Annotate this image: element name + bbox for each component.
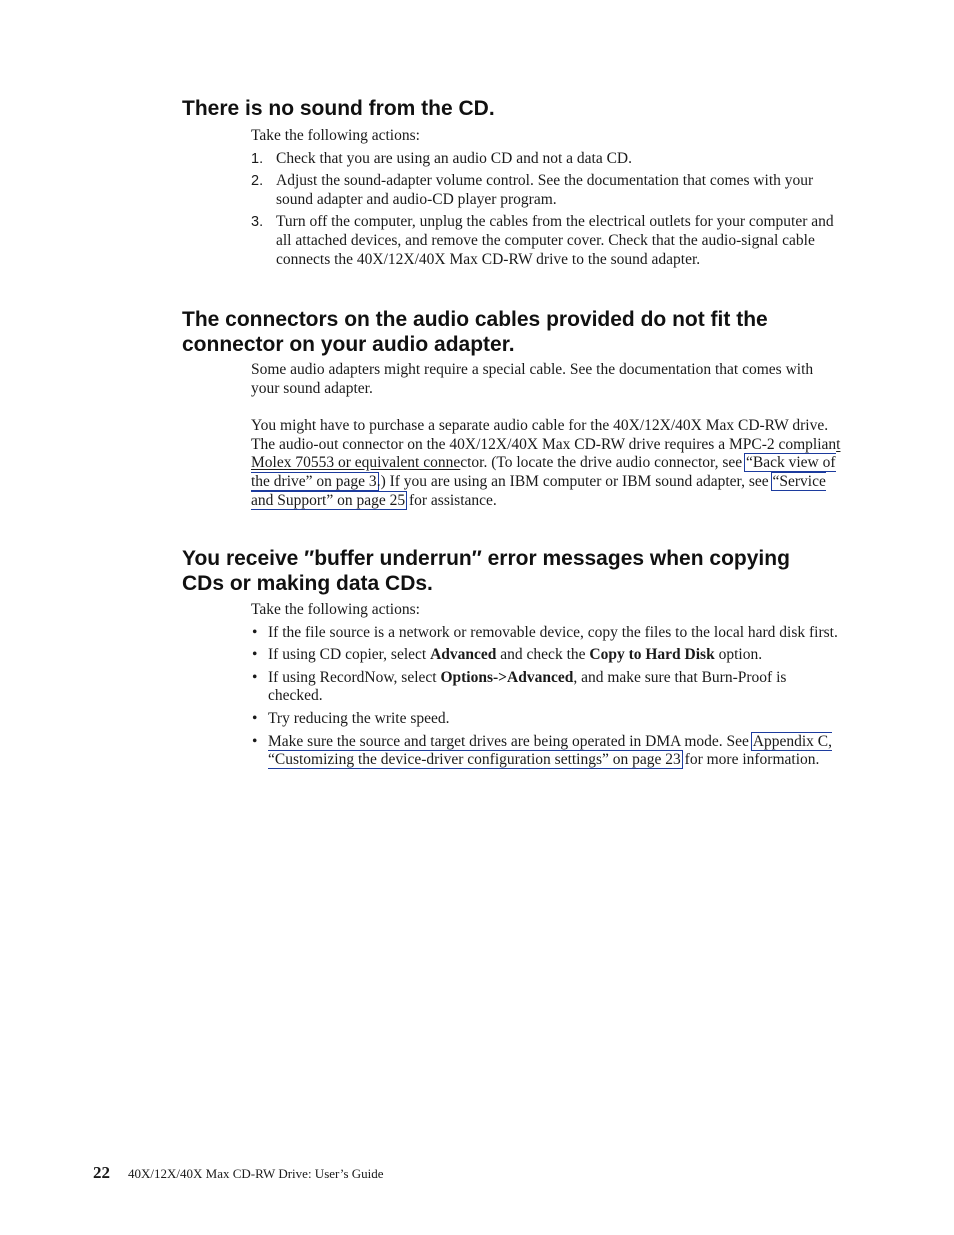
text-run: If using CD copier, select (268, 646, 431, 664)
bullet-icon: • (252, 646, 258, 664)
text-run: and check the (496, 646, 590, 664)
list-item (251, 624, 841, 643)
link-appendix-c[interactable]: Appendix C, “Customizing the device-driver configuration settings” on page 23 (268, 732, 833, 769)
page-number: 22 (93, 1163, 110, 1182)
text-run: for more information. (680, 751, 820, 769)
footer-title: 40X/12X/40X Max CD-RW Drive: User’s Guide (128, 1166, 384, 1181)
text-run: You might have to purchase a separate audio cable for the 40X/12X/40X Max CD-RW drive. The audio-out connector on the 40X/12X/40X Max CD-RW drive requires a MPC-2 complian (251, 417, 837, 453)
heading-line: You receive ″buffer underrun″ error messages when copying (182, 547, 790, 570)
text-run: Make sure the source and target drives are being operated in DMA mode. See (268, 732, 753, 750)
heading-line: The connectors on the audio cables provided do not fit the (182, 308, 768, 331)
bullet-list (251, 624, 841, 770)
link-back-view-of-drive[interactable]: “Back view of the drive” on page 3 (251, 454, 836, 490)
steps-list (251, 150, 841, 270)
intro-text: Take the following actions: (251, 127, 420, 144)
heading-buffer-underrun (182, 546, 790, 596)
list-item (251, 733, 841, 770)
text-run: ctor. (To locate the drive audio connector, see (460, 454, 746, 472)
step-number: 2. (251, 173, 264, 190)
step-text: Check that you are using an audio CD and not a data CD. (276, 149, 632, 167)
bullet-text: Try reducing the write speed. (268, 709, 450, 727)
underlined-text: t Molex 70553 or equivalent conne (251, 435, 841, 472)
list-item (251, 213, 841, 269)
bold-term: Advanced (430, 646, 497, 664)
paragraph: Some audio adapters might require a special cable. See the documentation that comes with your sound adapter. (251, 361, 814, 397)
bullet-icon: • (252, 709, 258, 727)
text-run: for assistance. (405, 491, 497, 509)
list-item (251, 172, 841, 209)
text-run: , and make sure that Burn-Proof is checked. (268, 668, 787, 705)
heading-connectors-do-not-fit (182, 307, 768, 357)
step-number: 1. (251, 150, 264, 167)
bullet-icon: • (252, 732, 258, 750)
section-connectors-body (251, 361, 841, 510)
section-no-sound-body (251, 127, 841, 269)
bullet-text: If the file source is a network or removable device, copy the files to the local hard disk first. (268, 623, 838, 641)
text-run: If using RecordNow, select (268, 668, 441, 686)
heading-no-sound: There is no sound from the CD. (182, 97, 495, 120)
step-text: Turn off the computer, unplug the cables from the electrical outlets for your computer and all attached devices, and remove the computer cover. Check that the audio-signal cable connects the 40X/12X/40X Max CD-RW drive to the sound adapter. (276, 213, 834, 268)
step-number: 3. (251, 214, 264, 231)
bullet-icon: • (252, 623, 258, 641)
bold-term: Copy to Hard Disk (589, 646, 715, 664)
list-item (251, 710, 841, 729)
intro-text: Take the following actions: (251, 601, 420, 618)
list-item (251, 646, 841, 665)
step-text: Adjust the sound-adapter volume control. See the documentation that comes with your sound adapter and audio-CD player program. (276, 172, 814, 208)
text-run: .) If you are using an IBM computer or IBM sound adapter, see (376, 472, 773, 490)
heading-line: connector on your audio adapter. (182, 333, 515, 356)
list-item (251, 150, 841, 169)
heading-line: CDs or making data CDs. (182, 572, 433, 595)
bullet-icon: • (252, 668, 258, 686)
text-run: option. (714, 646, 763, 664)
section-buffer-underrun-body (251, 601, 841, 770)
page-footer (93, 1163, 384, 1183)
link-service-and-support[interactable]: “Service and Support” on page 25 (251, 472, 826, 509)
bold-term: Options->Advanced (440, 668, 574, 686)
paragraph (251, 417, 841, 510)
list-item (251, 669, 841, 706)
